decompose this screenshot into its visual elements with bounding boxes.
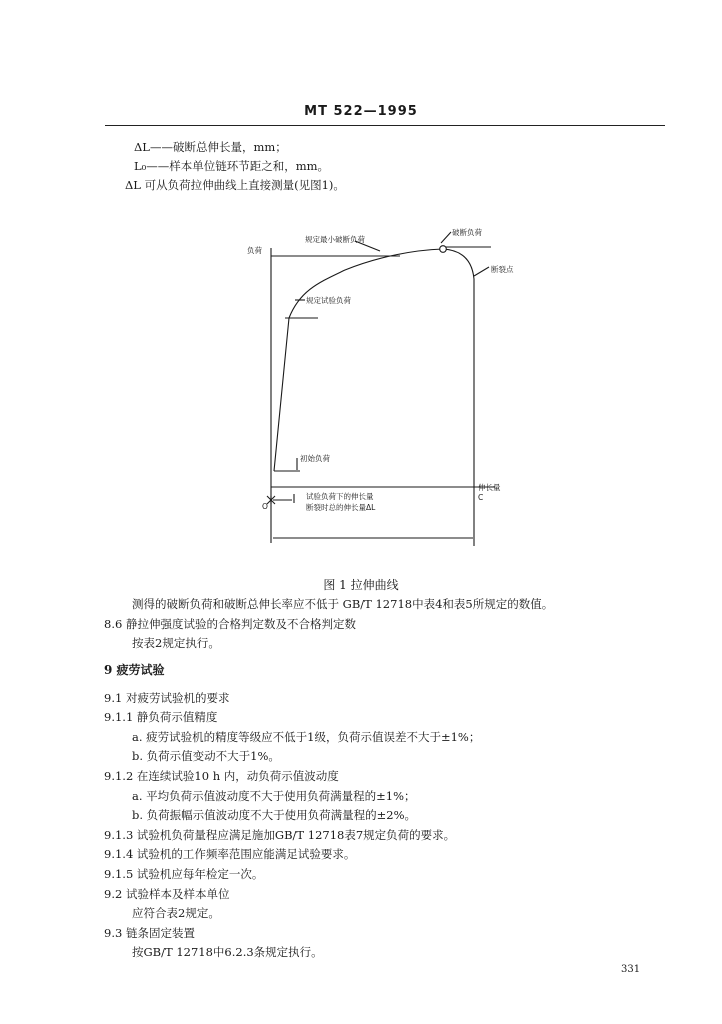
figure-caption: 图 1 拉伸曲线 [323, 578, 399, 592]
body-line: 9.1 对疲劳试验机的要求 [104, 691, 230, 705]
label-break-load: 破断负荷 [452, 228, 482, 237]
label-proof-load: 规定试验负荷 [306, 296, 351, 305]
leader-break-load [441, 232, 451, 243]
label-initial-load: 初始负荷 [300, 454, 330, 463]
label-origin: O [262, 502, 268, 511]
body-line: a. 疲劳试验机的精度等级应不低于1级，负荷示值误差不大于±1%； [132, 730, 481, 744]
label-y-axis: 负荷 [247, 246, 262, 255]
def-delta-l: ΔL——破断总伸长量，mm； [134, 140, 287, 154]
tensile-curve [274, 249, 474, 487]
body-line: 按表2规定执行。 [132, 636, 220, 650]
body-line: 9.2 试验样本及样本单位 [104, 887, 230, 901]
body-line: 9.1.3 试验机负荷量程应满足施加GB/T 12718表7规定负荷的要求。 [104, 828, 456, 842]
body-line: 9.1.2 在连续试验10 h 内，动负荷示值波动度 [104, 769, 339, 783]
body-line: 9.3 链条固定装置 [104, 926, 195, 940]
label-elongation-test: 试验负荷下的伸长量 [306, 492, 374, 501]
body-line: 9.1.1 静负荷示值精度 [104, 710, 218, 724]
body-line: b. 负荷振幅示值波动度不大于使用负荷满量程的±2%。 [132, 808, 417, 822]
label-break-point: 断裂点 [491, 265, 514, 274]
label-min-break-load: 规定最小破断负荷 [305, 235, 365, 244]
body-line: 测得的破断负荷和破断总伸长率应不低于 GB/T 12718中表4和表5所规定的数值。 [132, 597, 554, 611]
label-c-point: C [478, 493, 484, 502]
label-elongation-total: 断裂时总的伸长量ΔL [306, 503, 376, 512]
break-load-marker [440, 246, 447, 253]
body-line: a. 平均负荷示值波动度不大于使用负荷满量程的±1%； [132, 789, 416, 803]
body-line: 9.1.4 试验机的工作频率范围应能满足试验要求。 [104, 847, 356, 861]
body-line: b. 负荷示值变动不大于1%。 [132, 749, 280, 763]
page-number: 331 [621, 964, 641, 975]
running-header: MT 522—1995 [304, 104, 418, 119]
body-line: 8.6 静拉伸强度试验的合格判定数及不合格判定数 [104, 617, 356, 631]
def-measure-note: ΔL 可从负荷拉伸曲线上直接测量(见图1)。 [125, 178, 345, 192]
body-line: 9 疲劳试验 [104, 663, 165, 677]
leader-break-point [474, 267, 489, 276]
def-l0: L₀——样本单位链环节距之和，mm。 [134, 159, 330, 173]
label-x-axis: 伸长量 [478, 483, 501, 492]
body-line: 9.1.5 试验机应每年检定一次。 [104, 867, 264, 881]
body-line: 按GB/T 12718中6.2.3条规定执行。 [132, 945, 323, 959]
body-line: 应符合表2规定。 [132, 906, 220, 920]
